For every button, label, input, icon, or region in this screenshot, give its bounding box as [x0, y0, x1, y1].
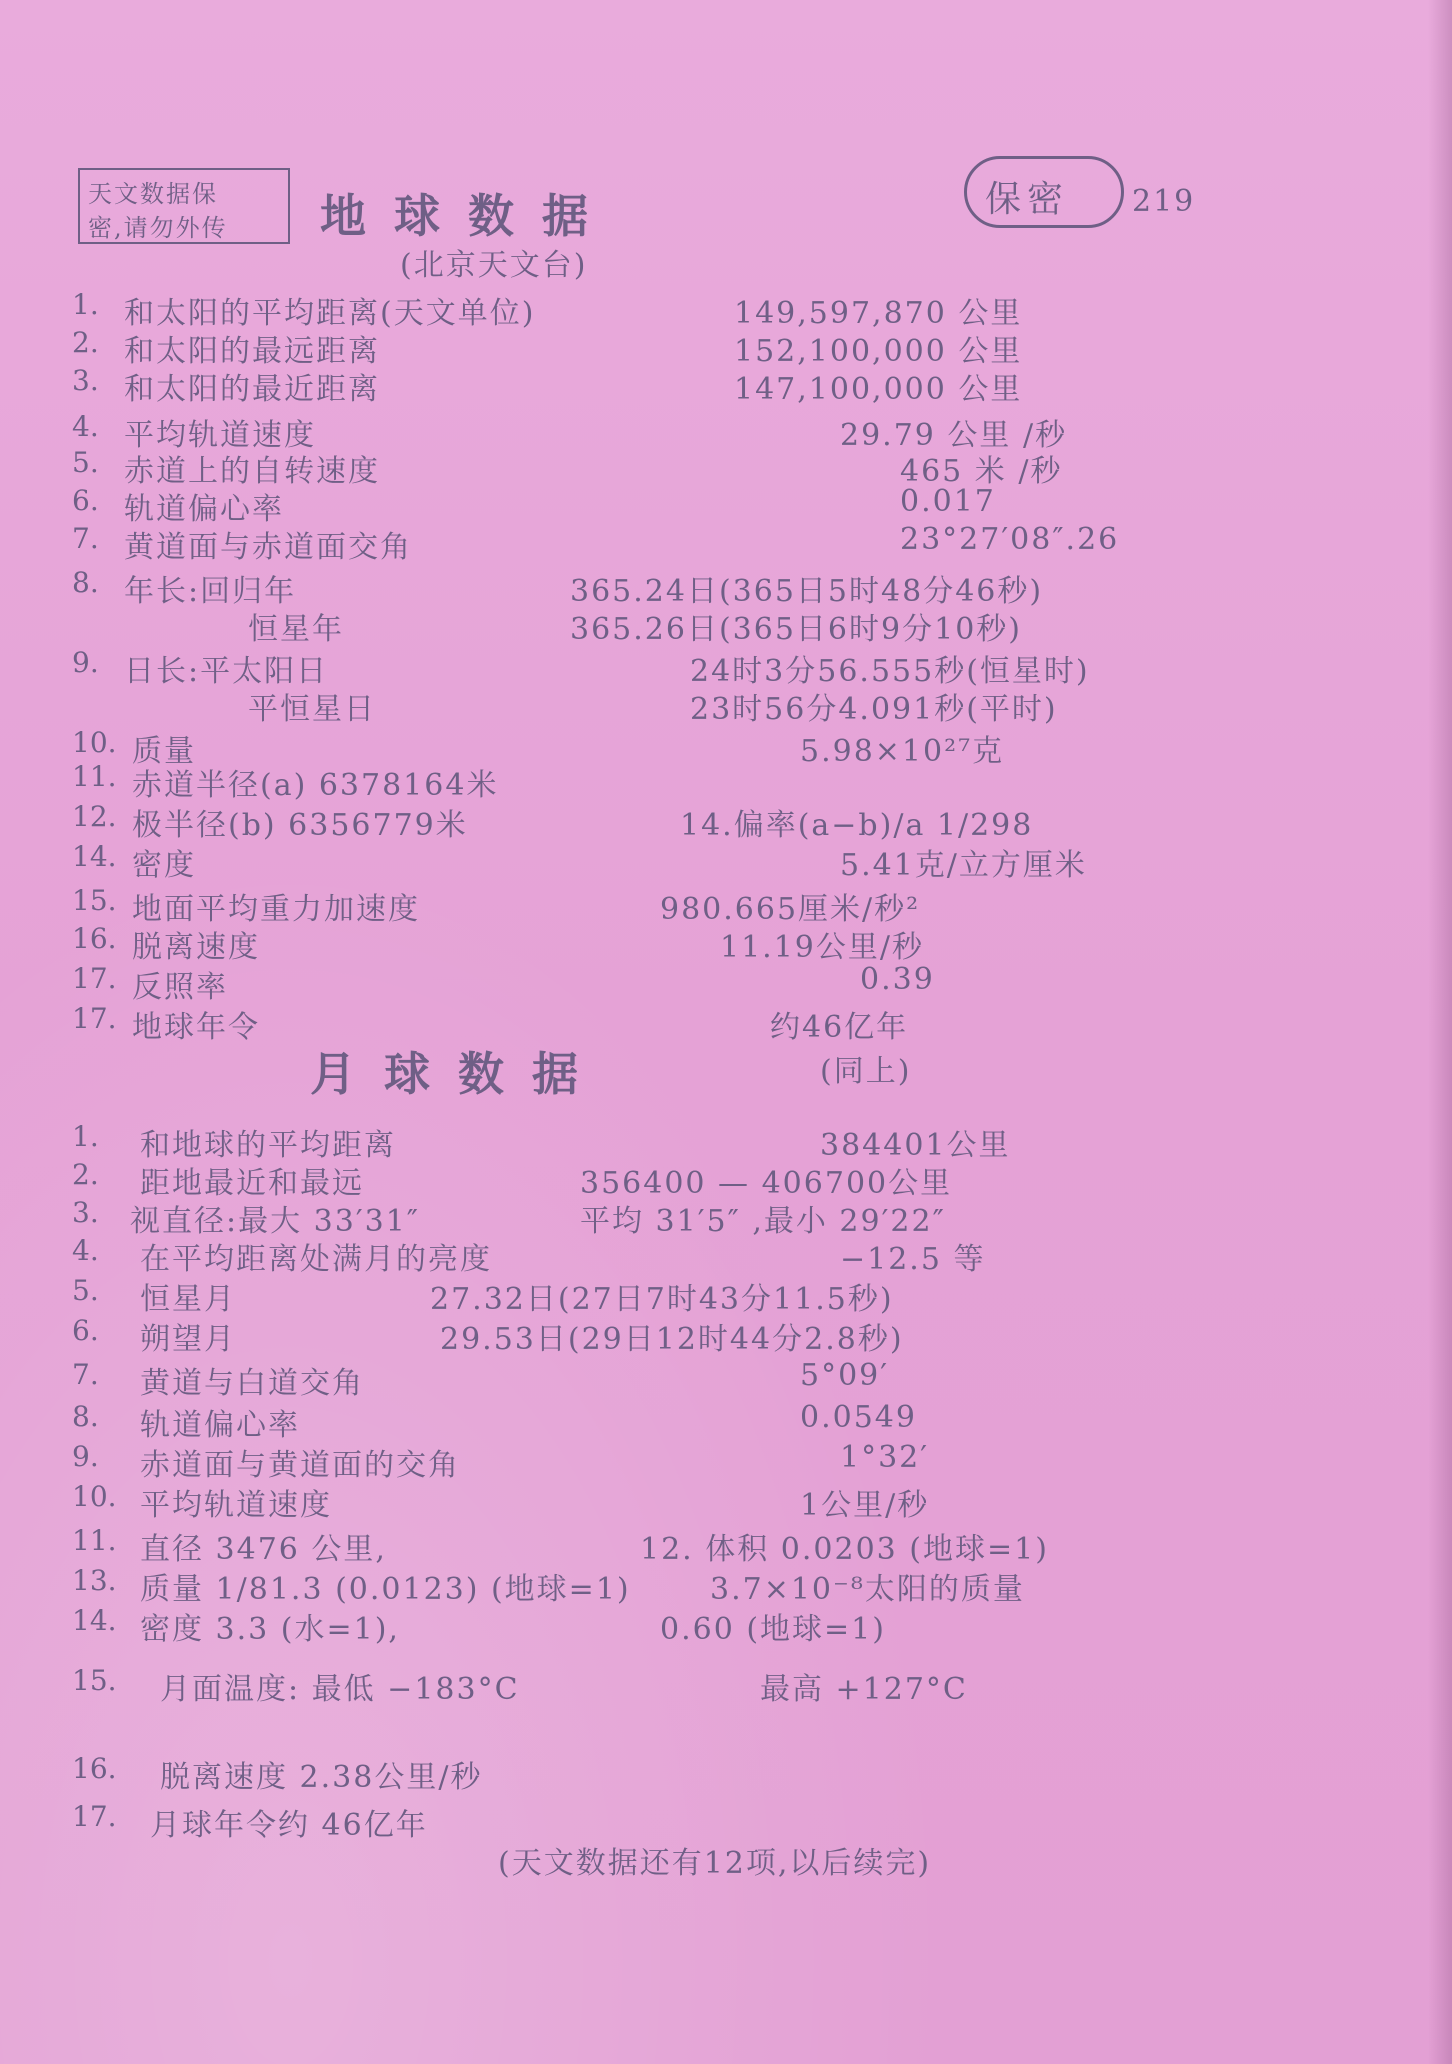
- earth-item-label: 地球年令: [132, 1010, 260, 1045]
- moon-item-label: 在平均距离处满月的亮度: [140, 1242, 492, 1277]
- earth-item-label: 和太阳的平均距离(天文单位): [124, 296, 536, 331]
- moon-item-label: 脱离速度 2.38公里/秒: [160, 1760, 483, 1795]
- earth-item-number: 11.: [72, 760, 117, 793]
- moon-item-number: 2.: [72, 1158, 99, 1191]
- moon-item-value: 0.0549: [800, 1400, 917, 1435]
- confidential-stamp: [78, 168, 290, 244]
- moon-item-value: −12.5 等: [840, 1242, 986, 1277]
- earth-item-label: 密度: [132, 848, 196, 883]
- moon-item-label: 质量 1/81.3 (0.0123) (地球=1): [140, 1572, 631, 1607]
- earth-item-value: 0.39: [860, 962, 935, 997]
- moon-item-number: 1.: [72, 1120, 99, 1153]
- moon-item-label: 和地球的平均距离: [140, 1128, 396, 1163]
- moon-item-number: 3.: [72, 1196, 99, 1229]
- earth-item-number: 10.: [72, 726, 117, 759]
- earth-item-number: 17.: [72, 962, 117, 995]
- stamp-line-2: 密,请勿外传: [88, 214, 228, 242]
- moon-item-number: 16.: [72, 1752, 117, 1785]
- moon-item-value: 平均 31′5″ ,最小 29′22″: [580, 1204, 946, 1239]
- moon-item-number: 9.: [72, 1440, 99, 1473]
- moon-item-label: 直径 3476 公里,: [140, 1532, 387, 1567]
- moon-item-value: 29.53日(29日12时44分2.8秒): [440, 1322, 904, 1357]
- moon-item-label: 朔望月: [140, 1322, 236, 1357]
- earth-item-number: 14.: [72, 840, 117, 873]
- earth-item-number: 8.: [72, 566, 99, 599]
- earth-item-label: 和太阳的最远距离: [124, 334, 380, 369]
- document-tag: 219: [1132, 184, 1196, 219]
- moon-item-value: 0.60 (地球=1): [660, 1612, 886, 1647]
- moon-item-label: 距地最近和最远: [140, 1166, 364, 1201]
- earth-item-value: 365.26日(365日6时9分10秒): [570, 612, 1022, 647]
- earth-item-label: 日长:平太阳日: [124, 654, 329, 689]
- moon-item-value: 27.32日(27日7时43分11.5秒): [430, 1282, 894, 1317]
- moon-item-label: 密度 3.3 (水=1),: [140, 1612, 400, 1647]
- earth-item-number: 1.: [72, 288, 99, 321]
- earth-item-number: 16.: [72, 922, 117, 955]
- earth-item-number: 2.: [72, 326, 99, 359]
- moon-item-number: 10.: [72, 1480, 117, 1513]
- earth-item-label: 黄道面与赤道面交角: [124, 530, 412, 565]
- earth-item-label: 极半径(b) 6356779米: [132, 808, 468, 843]
- earth-item-label: 和太阳的最近距离: [124, 372, 380, 407]
- moon-item-label: 恒星月: [140, 1282, 236, 1317]
- earth-item-value: 0.017: [900, 484, 996, 519]
- earth-item-value: 5.98×10²⁷克: [800, 734, 1005, 769]
- moon-item-label: 月面温度: 最低 −183°C: [160, 1672, 520, 1707]
- earth-item-label: 地面平均重力加速度: [132, 892, 420, 927]
- earth-item-value: 约46亿年: [770, 1010, 909, 1045]
- moon-item-value: 3.7×10⁻⁸太阳的质量: [710, 1572, 1025, 1607]
- earth-item-number: 9.: [72, 646, 99, 679]
- earth-item-value: 14.偏率(a−b)/a 1/298: [680, 808, 1034, 843]
- moon-item-number: 14.: [72, 1604, 117, 1637]
- earth-title: 地 球 数 据: [320, 189, 595, 243]
- earth-item-number: 5.: [72, 446, 99, 479]
- earth-item-number: 15.: [72, 884, 117, 917]
- earth-item-value: 149,597,870 公里: [734, 296, 1023, 331]
- earth-item-label: 轨道偏心率: [124, 492, 284, 527]
- moon-item-label: 黄道与白道交角: [140, 1366, 364, 1401]
- secret-circle-mark: [964, 156, 1124, 228]
- moon-item-value: 5°09′: [800, 1358, 890, 1393]
- earth-item-value: 11.19公里/秒: [720, 930, 924, 965]
- moon-item-label: 视直径:最大 33′31″: [130, 1204, 421, 1239]
- earth-item-label: 赤道上的自转速度: [124, 454, 380, 489]
- footer-note: (天文数据还有12项,以后续完): [498, 1846, 932, 1881]
- moon-item-number: 15.: [72, 1664, 117, 1697]
- earth-item-label: 反照率: [132, 970, 228, 1005]
- moon-item-value: 12. 体积 0.0203 (地球=1): [640, 1532, 1049, 1567]
- earth-item-value: 980.665厘米/秒²: [660, 892, 921, 927]
- secret-label: 保密: [985, 179, 1070, 220]
- earth-item-label: 平均轨道速度: [124, 418, 316, 453]
- earth-item-value: 147,100,000 公里: [734, 372, 1023, 407]
- moon-item-number: 11.: [72, 1524, 117, 1557]
- moon-item-label: 平均轨道速度: [140, 1488, 332, 1523]
- moon-item-label: 月球年令约 46亿年: [150, 1808, 428, 1843]
- moon-item-value: 1°32′: [840, 1440, 930, 1475]
- earth-item-label: 赤道半径(a) 6378164米: [132, 768, 499, 803]
- earth-item-value: 24时3分56.555秒(恒星时): [690, 654, 1090, 689]
- moon-item-number: 17.: [72, 1800, 117, 1833]
- earth-item-value: 152,100,000 公里: [734, 334, 1023, 369]
- moon-item-value: 1公里/秒: [800, 1488, 930, 1523]
- moon-item-number: 6.: [72, 1314, 99, 1347]
- earth-item-number: 4.: [72, 410, 99, 443]
- earth-item-number: 6.: [72, 484, 99, 517]
- earth-item-value: 5.41克/立方厘米: [840, 848, 1087, 883]
- moon-item-number: 8.: [72, 1400, 99, 1433]
- moon-item-number: 13.: [72, 1564, 117, 1597]
- earth-source: (北京天文台): [400, 248, 588, 283]
- earth-item-label: 年长:回归年: [124, 574, 297, 609]
- moon-item-label: 轨道偏心率: [140, 1408, 300, 1443]
- earth-item-number: 3.: [72, 364, 99, 397]
- moon-item-number: 4.: [72, 1234, 99, 1267]
- earth-item-label: 质量: [132, 734, 196, 769]
- moon-title: 月 球 数 据: [310, 1047, 585, 1101]
- earth-item-value: 465 米 /秒: [900, 454, 1063, 489]
- moon-item-number: 5.: [72, 1274, 99, 1307]
- moon-item-label: 赤道面与黄道面的交角: [140, 1448, 460, 1483]
- earth-item-value: 29.79 公里 /秒: [840, 418, 1068, 453]
- earth-item-label: 脱离速度: [132, 930, 260, 965]
- earth-item-value: 23°27′08″.26: [900, 522, 1120, 557]
- earth-item-label: 平恒星日: [248, 692, 376, 727]
- moon-source: (同上): [820, 1054, 912, 1089]
- earth-item-value: 23时56分4.091秒(平时): [690, 692, 1058, 727]
- moon-item-number: 7.: [72, 1358, 99, 1391]
- earth-item-number: 7.: [72, 522, 99, 555]
- moon-item-value: 384401公里: [820, 1128, 1011, 1163]
- earth-item-value: 365.24日(365日5时48分46秒): [570, 574, 1044, 609]
- earth-item-number: 17.: [72, 1002, 117, 1035]
- stamp-line-1: 天文数据保: [88, 180, 218, 208]
- page-edge-shadow: [1428, 0, 1452, 2064]
- moon-item-value: 356400 — 406700公里: [580, 1166, 953, 1201]
- earth-item-label: 恒星年: [248, 612, 344, 647]
- moon-item-value: 最高 +127°C: [760, 1672, 968, 1707]
- earth-item-number: 12.: [72, 800, 117, 833]
